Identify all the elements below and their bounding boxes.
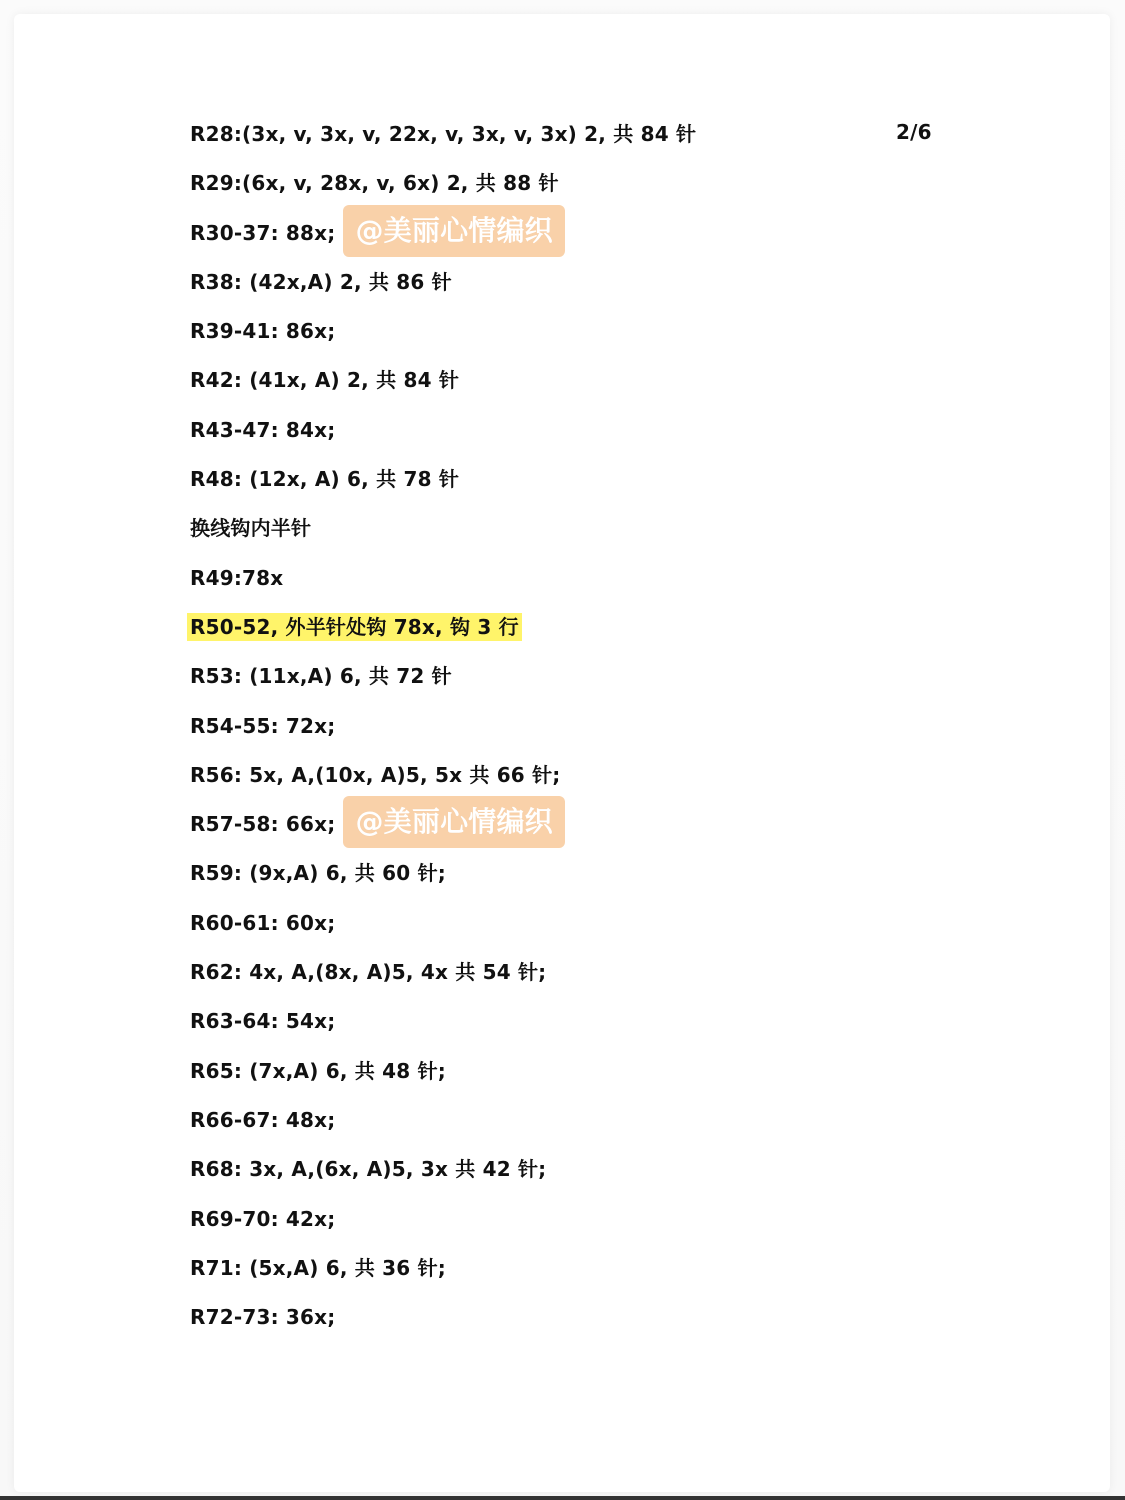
- pattern-line-text: R56: 5x, A,(10x, A)5, 5x 共 66 针;: [190, 762, 561, 787]
- pattern-line: [190, 958, 696, 1007]
- pattern-line-text: R63-64: 54x;: [190, 1009, 336, 1034]
- pattern-line-text: R62: 4x, A,(8x, A)5, 4x 共 54 针;: [190, 960, 547, 985]
- pattern-line: [190, 514, 696, 563]
- watermark-badge: @美丽心情编织: [343, 796, 564, 848]
- pattern-line: [190, 317, 696, 366]
- pattern-line-text: R54-55: 72x;: [190, 713, 336, 738]
- pattern-line: [190, 662, 696, 711]
- pattern-line-text: R43-47: 84x;: [190, 417, 336, 442]
- pattern-line: [190, 564, 696, 613]
- pattern-line-text: R66-67: 48x;: [190, 1107, 336, 1132]
- pattern-line-text: R42: (41x, A) 2, 共 84 针: [190, 368, 460, 393]
- pattern-line: [190, 213, 696, 268]
- pattern-line: [190, 1254, 696, 1303]
- pattern-line-text: R53: (11x,A) 6, 共 72 针: [190, 664, 452, 689]
- pattern-line-text: R69-70: 42x;: [190, 1206, 336, 1231]
- pattern-line-text: R57-58: 66x;: [190, 812, 336, 837]
- pattern-line-text: R65: (7x,A) 6, 共 48 针;: [190, 1058, 446, 1083]
- page-number: 2/6: [896, 120, 932, 144]
- pattern-line: [190, 1057, 696, 1106]
- pattern-line: [190, 120, 696, 169]
- pattern-line: [190, 268, 696, 317]
- bottom-edge-bar: [0, 1496, 1125, 1500]
- pattern-line: [190, 1155, 696, 1204]
- watermark-badge: @美丽心情编织: [343, 205, 564, 257]
- pattern-line: [190, 909, 696, 958]
- pattern-line-text: R68: 3x, A,(6x, A)5, 3x 共 42 针;: [190, 1157, 547, 1182]
- pattern-line: [190, 465, 696, 514]
- pattern-line: [190, 1303, 696, 1352]
- pattern-line-text: R38: (42x,A) 2, 共 86 针: [190, 269, 452, 294]
- pattern-line-text: 换线钩内半针: [190, 516, 312, 541]
- pattern-line: [190, 805, 696, 859]
- pattern-line-text: R71: (5x,A) 6, 共 36 针;: [190, 1255, 446, 1280]
- pattern-line: [190, 712, 696, 761]
- pattern-line-text: R30-37: 88x;: [190, 220, 336, 245]
- pattern-line-text: R59: (9x,A) 6, 共 60 针;: [190, 861, 446, 886]
- pattern-line-text: R49:78x: [190, 565, 284, 590]
- pattern-line: [190, 416, 696, 465]
- pattern-line: [190, 859, 696, 908]
- pattern-line: [190, 1106, 696, 1155]
- pattern-line: [190, 1007, 696, 1056]
- pattern-line: [190, 613, 696, 662]
- pattern-line-text: R29:(6x, v, 28x, v, 6x) 2, 共 88 针: [190, 171, 559, 196]
- pattern-line-text: R72-73: 36x;: [190, 1305, 336, 1330]
- pattern-line-text: R28:(3x, v, 3x, v, 22x, v, 3x, v, 3x) 2, 共 84 针: [190, 122, 697, 146]
- pattern-line: [190, 366, 696, 415]
- pattern-line-text: R39-41: 86x;: [190, 319, 336, 344]
- pattern-line: [190, 1205, 696, 1254]
- pattern-line-text: R48: (12x, A) 6, 共 78 针: [190, 467, 460, 492]
- pattern-line-text: R50-52, 外半针处钩 78x, 钩 3 行: [187, 613, 522, 641]
- pattern-lines: [190, 120, 696, 1352]
- pattern-line-text: R60-61: 60x;: [190, 910, 336, 935]
